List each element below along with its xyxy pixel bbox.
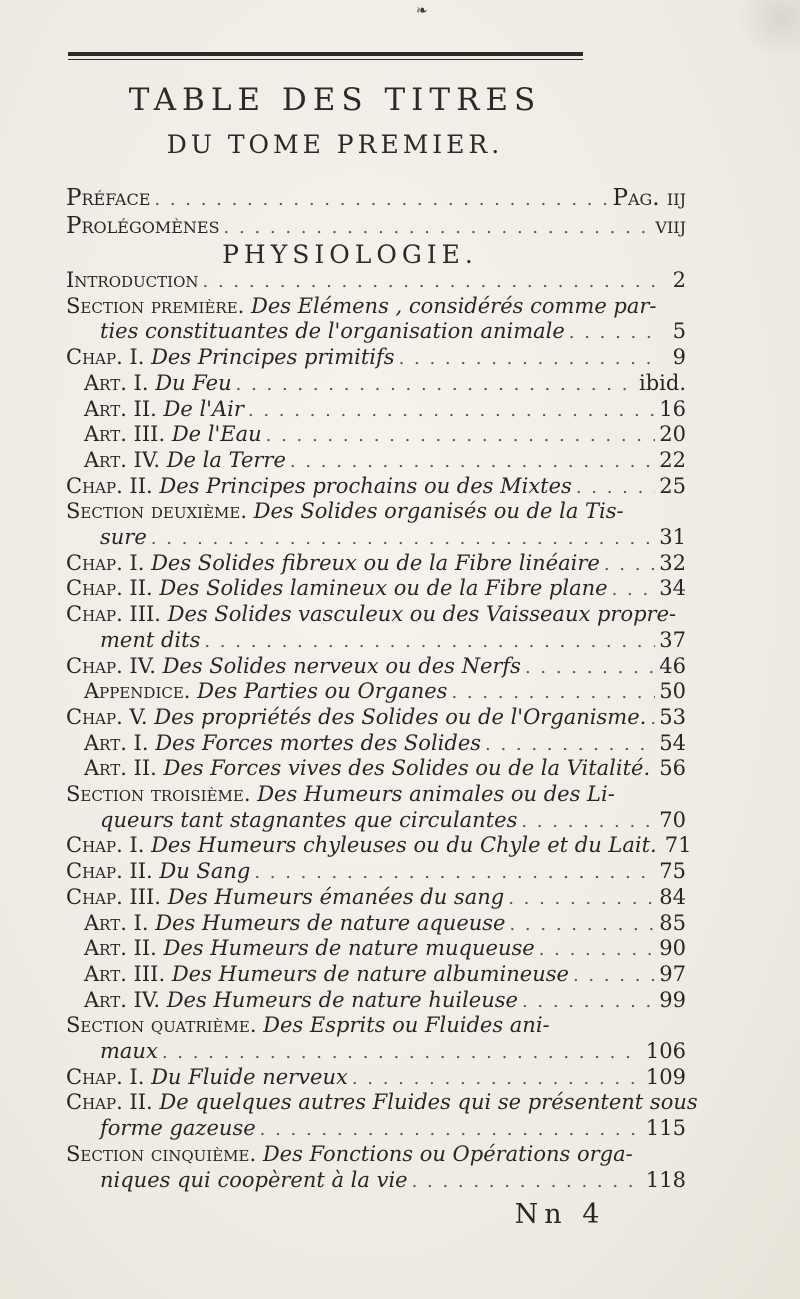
chapter-label: Chap. II. <box>66 576 153 601</box>
chapter-label: Chap. III. <box>66 602 168 627</box>
dot-leader <box>650 706 655 732</box>
toc-entry-page: 90 <box>659 936 686 961</box>
toc-section-3-title <box>66 782 686 808</box>
chapter-text: Des propriétés des Solides ou de l'Organisme. <box>154 704 647 729</box>
toc-entry-label: Prolégomènes <box>66 213 220 239</box>
toc-section-5-title <box>66 1142 686 1168</box>
toc-entry-s4-chap-2-cont <box>100 1116 686 1142</box>
toc-entry-page: 16 <box>659 396 686 421</box>
toc-entry-page: 22 <box>659 447 686 472</box>
chapter-label: Chap. II. <box>66 859 153 884</box>
section-label: Section quatrième. <box>66 1013 264 1038</box>
chapter-text: Des Solides vasculeux ou des Vaisseaux propre- <box>167 602 677 627</box>
article-label: Art. III. <box>84 961 166 986</box>
section-text: maux <box>100 1039 158 1063</box>
toc-entry-page: 53 <box>659 704 686 729</box>
section-text: niques qui coopèrent à la vie <box>100 1167 408 1192</box>
toc-entry-page: 9 <box>672 345 686 370</box>
chapter-label: Chap. V. <box>66 704 148 729</box>
dot-leader <box>539 937 656 963</box>
article-label: Art. II. <box>84 756 157 781</box>
chapter-label: Chap. II. <box>66 473 153 498</box>
article-label: Art. III. <box>84 422 166 447</box>
chapter-label: Chap. I. <box>66 550 145 575</box>
dot-leader <box>569 320 660 346</box>
article-label: Art. IV. <box>84 447 161 472</box>
toc-entry-page: 20 <box>659 422 686 447</box>
section-text: Des Elémens , considérés comme par- <box>251 293 657 318</box>
dot-leader <box>203 269 660 295</box>
section-heading-physiologie: PHYSIOLOGIE. <box>222 240 478 269</box>
section-text: Des Solides organisés ou de la Tis- <box>253 499 624 524</box>
toc-entry-page: 106 <box>645 1039 686 1063</box>
dot-leader <box>521 809 655 835</box>
toc-entry-art-3 <box>84 422 686 448</box>
section-text: De quelques autres Fluides qui se présentent sous <box>159 1090 698 1115</box>
toc-entry-introduction <box>66 268 686 294</box>
article-text: Des Humeurs de nature muqueuse <box>163 936 535 961</box>
toc-entry-page: 115 <box>645 1116 686 1141</box>
chapter-text: Des Solides fibreux ou de la Fibre linéaire <box>151 550 600 575</box>
dot-leader <box>260 1117 642 1143</box>
toc-entry-s2-chap-2 <box>66 576 686 602</box>
article-text: Des Forces vives des Solides ou de la Vitalité. <box>163 756 651 781</box>
toc-entry-page: 2 <box>672 268 686 292</box>
article-label: Art. II. <box>84 396 157 421</box>
toc-entry-s3-art-3 <box>84 962 686 988</box>
toc-entry-page: 32 <box>659 550 686 575</box>
toc-section-5-cont <box>100 1168 686 1194</box>
toc-entry-art-2 <box>84 397 686 423</box>
chapter-label: Chap. I. <box>66 1064 145 1089</box>
toc-entry-s2-chap-4 <box>66 654 686 680</box>
toc-entry-page: 71 <box>664 833 692 858</box>
toc-entry-page: 54 <box>659 730 686 755</box>
toc-entry-s2-chap-3 <box>66 602 686 628</box>
dot-leader <box>654 757 655 783</box>
dot-leader <box>485 732 655 758</box>
toc-entry-page: 25 <box>659 473 686 498</box>
section-text: forme gazeuse <box>100 1116 256 1141</box>
chapter-text: Des Solides nerveux ou des Nerfs <box>162 653 521 678</box>
toc-entry-s2-chap-1 <box>66 551 686 577</box>
article-label: Art. IV. <box>84 987 161 1012</box>
toc-entry-s4-chap-2 <box>66 1090 698 1116</box>
dot-leader <box>151 526 655 552</box>
toc-entry-s3-chap-3 <box>66 885 686 911</box>
toc-entry-page: Pag. iij <box>612 185 686 211</box>
chapter-label: Chap. IV. <box>66 653 156 678</box>
article-text: De la Terre <box>166 447 286 472</box>
section-label: Section deuxième. <box>66 499 254 524</box>
chapter-text: Du Sang <box>159 859 251 884</box>
toc-section-2-title <box>66 499 686 525</box>
toc-section-1-title <box>66 294 686 320</box>
section-text: ties constituantes de l'organisation animale <box>100 319 565 344</box>
toc-entry-art-4 <box>84 448 686 474</box>
appendix-text: Des Parties ou Organes <box>197 679 448 704</box>
toc-entry-page: 56 <box>659 756 686 781</box>
toc-entry-s3-art-4 <box>84 988 686 1014</box>
toc-entry-page: 70 <box>659 807 686 832</box>
signature-mark: Nn 4 <box>514 1199 606 1231</box>
toc-entry-label: Introduction <box>66 268 199 292</box>
dot-leader <box>522 989 655 1015</box>
section-label: Section cinquième. <box>66 1141 263 1166</box>
dot-leader <box>236 372 635 398</box>
toc-entry-label: Préface <box>66 185 151 211</box>
article-text: Du Feu <box>155 370 232 395</box>
chapter-text: Des Humeurs chyleuses ou du Chyle et du Lait. <box>151 833 657 858</box>
page-subtitle: DU TOME PREMIER. <box>166 130 504 159</box>
chapter-text: Du Fluide nerveux <box>144 1064 348 1089</box>
chapter-label: Chap. I. <box>66 833 145 858</box>
toc-entry-s3-chap-2 <box>66 859 686 885</box>
chapter-label: Chap. I. <box>66 345 145 370</box>
toc-entry-page: 97 <box>659 961 686 986</box>
chapter-text: Des Principes primitifs <box>151 345 395 370</box>
page-corner-stain <box>738 0 800 60</box>
toc-entry-page: 118 <box>645 1167 686 1192</box>
toc-entry-page: 85 <box>659 910 686 935</box>
toc-entry-prolegomenes <box>66 208 686 244</box>
article-text: Des Forces mortes des Solides <box>155 730 482 755</box>
toc-entry-page: 34 <box>659 576 686 601</box>
toc-entry-s2-chap-3-cont <box>100 628 686 654</box>
toc-entry-appendice <box>84 679 686 705</box>
header-rule-thick <box>68 52 583 56</box>
dot-leader <box>204 629 655 655</box>
article-text: Des Humeurs de nature huileuse <box>166 987 518 1012</box>
section-text: Des Fonctions ou Opérations orga- <box>262 1141 633 1166</box>
dot-leader <box>508 886 655 912</box>
page-title: TABLE DES TITRES <box>128 82 542 118</box>
section-text: Des Esprits ou Fluides ani- <box>263 1013 550 1038</box>
section-text: queurs tant stagnantes que circulantes <box>100 807 518 832</box>
toc-entry-s2-art-1 <box>84 731 686 757</box>
toc-entry-chap-2 <box>66 474 686 500</box>
toc-entry-s2-chap-5 <box>66 705 686 731</box>
section-text: sure <box>100 525 147 549</box>
toc-section-1-cont <box>100 319 686 345</box>
toc-entry-page: 50 <box>659 679 686 704</box>
chapter-text: Des Solides lamineux ou de la Fibre plane <box>159 576 608 601</box>
dot-leader <box>412 1169 642 1195</box>
dot-leader <box>573 963 655 989</box>
toc-section-3-cont <box>100 808 686 834</box>
article-label: Art. I. <box>84 910 149 935</box>
section-label: Chap. II. <box>66 1090 160 1115</box>
article-label: Art. I. <box>84 370 149 395</box>
dot-leader <box>525 655 655 681</box>
toc-entry-page: ibid. <box>639 370 686 395</box>
chapter-text: Des Principes prochains ou des Mixtes <box>159 473 572 498</box>
toc-entry-page: 109 <box>645 1064 686 1089</box>
chapter-label: Chap. III. <box>66 884 161 909</box>
header-rule-thin <box>68 59 583 60</box>
section-label: Section troisième. <box>66 782 258 806</box>
toc-entry-page: 84 <box>659 884 686 909</box>
toc-entry-s3-art-1 <box>84 911 686 937</box>
dot-leader <box>451 680 655 706</box>
chapter-text: ment dits <box>100 627 201 652</box>
toc-entry-page: 99 <box>659 987 686 1012</box>
article-text: Des Humeurs de nature albumineuse <box>171 961 569 986</box>
toc-entry-art-1 <box>84 371 686 397</box>
toc-entry-page: 31 <box>659 525 686 549</box>
article-label: Art. II. <box>84 936 157 961</box>
toc-entry-page: viij <box>655 213 686 239</box>
toc-section-4-title <box>66 1013 686 1039</box>
article-label: Art. I. <box>84 730 149 755</box>
toc-entry-page: 5 <box>672 319 686 344</box>
toc-entry-page: 46 <box>659 653 686 678</box>
dot-leader <box>399 346 660 372</box>
toc-section-4-cont <box>100 1039 686 1065</box>
appendix-label: Appendice. <box>84 679 191 704</box>
toc-entry-s4-chap-1 <box>66 1065 686 1091</box>
dot-leader <box>248 398 655 424</box>
toc-entry-page: 37 <box>659 627 686 652</box>
dot-leader <box>266 423 656 449</box>
toc-entry-s3-chap-1 <box>66 833 692 859</box>
dot-leader <box>290 449 655 475</box>
toc-entry-s3-art-2 <box>84 936 686 962</box>
article-text: De l'Air <box>163 396 244 421</box>
article-text: Des Humeurs de nature aqueuse <box>155 910 506 935</box>
chapter-text: Des Humeurs émanées du sang <box>167 884 505 909</box>
dot-leader <box>352 1066 642 1092</box>
toc-entry-s2-art-2 <box>84 756 686 782</box>
toc-section-2-cont <box>100 525 686 551</box>
dot-leader <box>509 912 655 938</box>
section-label: Section première. <box>66 293 252 318</box>
toc-entry-chap-1 <box>66 345 686 371</box>
article-text: De l'Eau <box>171 422 262 447</box>
dot-leader <box>162 1040 642 1066</box>
dot-leader <box>254 860 655 886</box>
dot-leader <box>576 475 655 501</box>
toc-entry-page: 75 <box>659 859 686 884</box>
dot-leader <box>612 577 656 603</box>
dot-leader <box>604 552 655 578</box>
section-text: Des Humeurs animales ou des Li- <box>257 782 615 806</box>
printer-ornament-icon: ❧ <box>416 3 428 19</box>
